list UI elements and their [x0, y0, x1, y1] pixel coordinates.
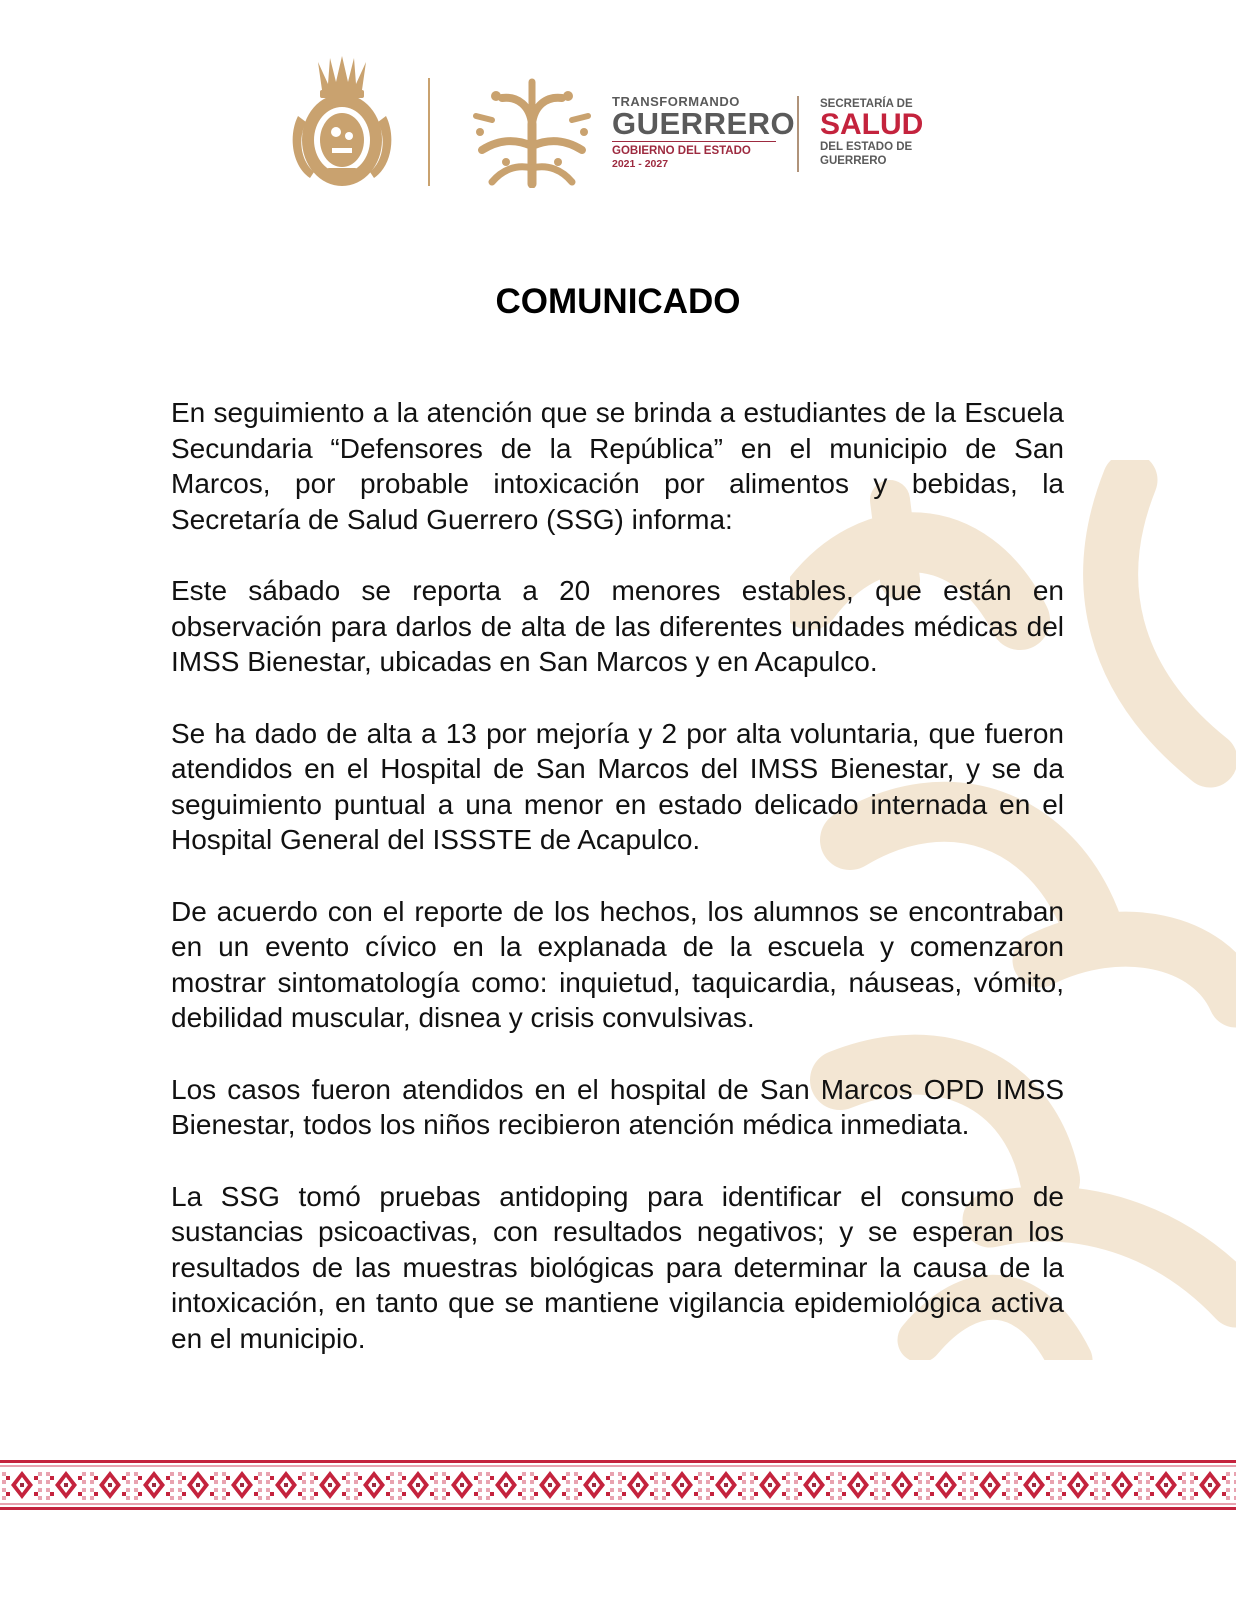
logo-divider-2: [797, 96, 799, 172]
salud-top-text: SECRETARÍA DE: [820, 98, 913, 110]
salud-line1-text: DEL ESTADO DE: [820, 141, 913, 153]
paragraph-status: Este sábado se reporta a 20 menores estables, que están en observación para darlos de alta de las diferentes unidades médicas del IMSS Bienestar, ubicadas en San Marcos y en Acapulco.: [171, 575, 1064, 677]
brand-rule: [612, 141, 776, 142]
brand-gov-text: GOBIERNO DEL ESTADO: [612, 145, 751, 157]
state-seal-logo: [292, 56, 392, 190]
brand-top-text: TRANSFORMANDO: [612, 94, 740, 109]
transformando-guerrero-logo: [612, 94, 795, 170]
document-title: COMUNICADO: [495, 282, 741, 321]
salud-main-text: SALUD: [820, 108, 924, 141]
secretaria-salud-logo: [820, 98, 923, 168]
paragraph-tests: La SSG tomó pruebas antidoping para identificar el consumo de sustancias psicoactivas, con resultados negativos; y se esperan los resultados de las muestras biológicas para determinar la causa de la intoxicación, en tanto que se mantiene vigilancia epidemiológica activa en el municipio.: [171, 1180, 1064, 1354]
paragraph-symptoms: De acuerdo con el reporte de los hechos, los alumnos se encontraban en un evento cívico en la explanada de la escuela y comenzaron mostrar sintomatología como: inquietud, taquicardia, náuseas, vómito, debilidad muscular, disnea y crisis convulsivas.: [171, 895, 1064, 1033]
decorative-border: [0, 1460, 1236, 1510]
header-logos: [0, 50, 1236, 200]
paragraph-intro: En seguimiento a la atención que se brinda a estudiantes de la Escuela Secundaria “Defensores de la República” en el municipio de San Marcos, por probable intoxicación por alimentos y bebidas, la Secretaría de Salud Guerrero (SSG) informa:: [171, 397, 1064, 535]
brand-years-text: 2021 - 2027: [612, 158, 669, 170]
brand-main-text: GUERRERO: [612, 106, 796, 141]
document-body: [171, 395, 1064, 1392]
salud-line2-text: GUERRERO: [820, 155, 887, 167]
logo-divider: [428, 78, 430, 186]
paragraph-discharges: Se ha dado de alta a 13 por mejoría y 2 por alta voluntaria, que fueron atendidos en el Hospital de San Marcos del IMSS Bienestar, y se da seguimiento puntual a una menor en estado delicado internada en el Hospital General del ISSSTE de Acapulco.: [171, 717, 1064, 855]
paragraph-care: Los casos fueron atendidos en el hospital de San Marcos OPD IMSS Bienestar, todos los niños recibieron atención médica inmediata.: [171, 1073, 1064, 1140]
guerrero-tree-logo: [472, 76, 592, 188]
